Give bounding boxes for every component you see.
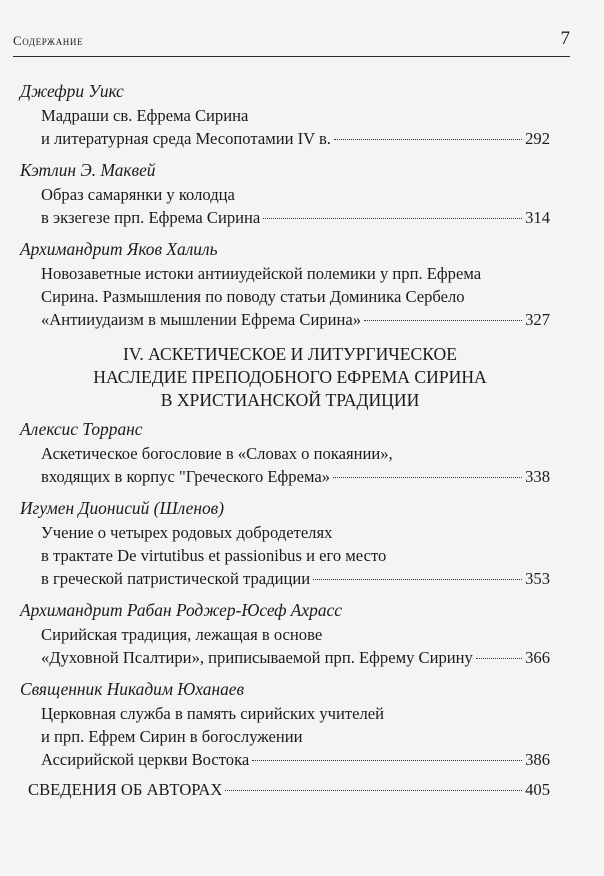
entry-title-line: [20, 544, 550, 567]
entry-author: Кэтлин Э. Маквей: [20, 160, 156, 180]
entry-title: в греческой патристической традиции: [41, 569, 311, 588]
toc-entry: [20, 488, 550, 590]
entry-page: 405: [525, 780, 550, 799]
entry-title: в трактате De virtutibus et passionibus и его место: [41, 546, 387, 565]
entry-title-line: [20, 702, 550, 725]
entry-page: 353: [525, 569, 550, 588]
entry-page: 292: [525, 129, 550, 148]
entry-title-line: [20, 127, 550, 150]
toc-entry: [20, 590, 550, 669]
section-heading-line: В ХРИСТИАНСКОЙ ТРАДИЦИИ: [160, 390, 420, 410]
entry-title: Ассирийской церкви Востока: [41, 750, 250, 769]
leader-dots: [263, 218, 522, 219]
toc-group-a: [20, 78, 550, 331]
entry-title-line: [20, 521, 550, 544]
entry-title-line: [20, 623, 550, 646]
leader-dots: [313, 579, 522, 580]
entry-author: Архимандрит Рабан Роджер-Юсеф Ахрасс: [20, 600, 342, 620]
section-heading-line: IV. АСКЕТИЧЕСКОЕ И ЛИТУРГИЧЕСКОЕ: [123, 344, 457, 364]
entry-title-line: [20, 748, 550, 771]
entry-title-line: [20, 567, 550, 590]
entry-title-line: [20, 285, 550, 308]
header-rule: [13, 56, 570, 57]
entry-title: «Духовной Псалтири», приписываемой прп. Ефрему Сирину: [41, 648, 473, 667]
section-heading: [20, 343, 550, 412]
leader-dots: [225, 790, 522, 791]
toc-entry: [20, 78, 550, 150]
entry-title: Образ самарянки у колодца: [41, 185, 235, 204]
entry-title: Учение о четырех родовых добродетелях: [41, 523, 333, 542]
toc-entry: [20, 416, 550, 488]
toc-entry: [20, 669, 550, 771]
leader-dots: [252, 760, 522, 761]
leader-dots: [334, 139, 522, 140]
running-title: Содержание: [13, 33, 84, 48]
entry-page: 386: [525, 750, 550, 769]
entry-title: входящих в корпус "Греческого Ефрема»: [41, 467, 330, 486]
leader-dots: [364, 320, 522, 321]
entry-title: в экзегезе прп. Ефрема Сирина: [41, 208, 261, 227]
entry-page: 338: [525, 467, 550, 486]
entry-title: и литературная среда Месопотамии IV в.: [41, 129, 331, 148]
entry-title: СВЕДЕНИЯ ОБ АВТОРАХ: [28, 780, 223, 799]
entry-title: Мадраши св. Ефрема Сирина: [41, 106, 249, 125]
toc-entry-authors-info: [20, 778, 550, 802]
toc-group-b: [20, 416, 550, 771]
entry-title-line: [20, 465, 550, 488]
entry-title-line: [20, 183, 550, 206]
entry-page: 327: [525, 310, 550, 329]
entry-title: Церковная служба в память сирийских учителей: [41, 704, 384, 723]
entry-title-line: [20, 725, 550, 748]
entry-author: Джефри Уикс: [20, 81, 124, 101]
entry-author: Священник Никадим Юханаев: [20, 679, 245, 699]
running-head: [13, 30, 570, 52]
toc-entry: [20, 229, 550, 331]
entry-author: Игумен Дионисий (Шленов): [20, 498, 224, 518]
entry-page: 314: [525, 208, 550, 227]
toc-entry: [20, 150, 550, 229]
entry-title-line: [20, 442, 550, 465]
entry-title: Сирина. Размышления по поводу статьи Доминика Сербело: [41, 287, 465, 306]
leader-dots: [476, 658, 522, 659]
entry-title-line: [20, 206, 550, 229]
entry-title-line: [20, 308, 550, 331]
entry-page: 366: [525, 648, 550, 667]
entry-title: Аскетическое богословие в «Словах о покаянии»,: [41, 444, 393, 463]
entry-title: и прп. Ефрем Сирин в богослужении: [41, 727, 303, 746]
entry-title: Новозаветные истоки антииудейской полемики у прп. Ефрема: [41, 264, 482, 283]
leader-dots: [333, 477, 522, 478]
entry-title: «Антииудаизм в мышлении Ефрема Сирина»: [41, 310, 362, 329]
table-of-contents: [20, 78, 550, 802]
entry-author: Алексис Торранс: [20, 419, 143, 439]
entry-title-line: [20, 104, 550, 127]
page-number: 7: [560, 28, 570, 49]
entry-title: Сирийская традиция, лежащая в основе: [41, 625, 323, 644]
entry-title-line: [20, 646, 550, 669]
entry-title-line: [20, 262, 550, 285]
section-heading-line: НАСЛЕДИЕ ПРЕПОДОБНОГО ЕФРЕМА СИРИНА: [93, 367, 487, 387]
entry-author: Архимандрит Яков Халиль: [20, 239, 218, 259]
